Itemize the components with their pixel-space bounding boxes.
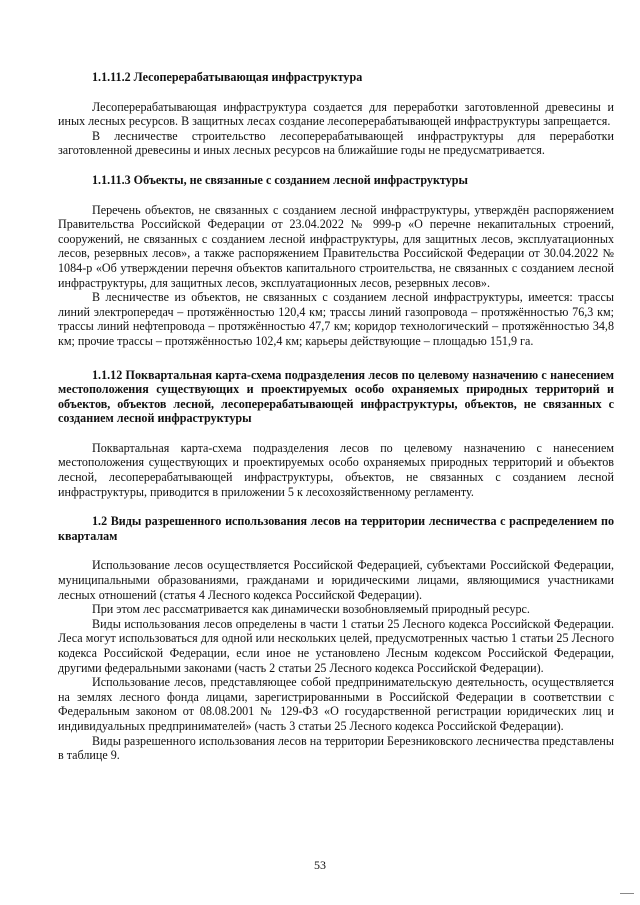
- paragraph: Использование лесов, представляющее собой предпринимательскую деятельность, осуществляется на землях лесного фонда лицами, зарегистрированными в Российской Федерации в соответствии с Федеральным законом от 08.08.2001 № 129-ФЗ «О государственной регистрации юридических лиц и индивидуальных предпринимателей» (часть 3 статьи 25 Лесного кодекса Российской Федерации).: [58, 675, 614, 733]
- paragraph: Виды разрешенного использования лесов на территории Березниковского лесничества представлены в таблице 9.: [58, 733, 614, 763]
- paragraph: Использование лесов осуществляется Российской Федерацией, субъектами Российской Федерации, муниципальными образованиями, гражданами и юридическими лицами, являющимися участниками лесных отношений (статья 4 Лесного кодекса Российской Федерации).: [58, 558, 614, 602]
- paragraph: При этом лес рассматривается как динамически возобновляемый природный ресурс.: [92, 602, 530, 617]
- paragraph: Виды использования лесов определены в части 1 статьи 25 Лесного кодекса Российской Федерации. Леса могут использоваться для одной или нескольких целей, предусмотренных частью 1 статьи 25 Лесного кодекса Российской Федерации, если иное не установлено Лесным кодексом Российской Федерации, другими федеральными законами (часть 2 статьи 25 Лесного кодекса Российской Федерации).: [58, 616, 614, 675]
- section-heading-1-1-11-2: 1.1.11.2 Лесоперерабатывающая инфраструктура: [92, 70, 363, 84]
- section-heading-1-1-12: 1.1.12 Поквартальная карта-схема подразделения лесов по целевому назначению с нанесением местоположения существующих и проектируемых особо охраняемых природных территорий и объектов, объектов лесной, лесоперерабатывающей инфраструктуры, объектов, не связанных с созданием лесной инфраструктуры: [58, 367, 614, 426]
- page-number: 53: [314, 858, 326, 872]
- document-page: [58, 70, 614, 763]
- section-heading-1-2: 1.2 Виды разрешенного использования лесов на территории лесничества с распределением по кварталам: [58, 514, 614, 543]
- paragraph: Перечень объектов, не связанных с созданием лесной инфраструктуры, утверждён распоряжением Правительства Российской Федерации от 23.04.2022 № 999-р «О перечне некапитальных строений, сооружений, не связанных с созданием лесной инфраструктуры, для защитных лесов, эксплуатационных лесов, резервных лесов», а также распоряжением Правительства Российской Федерации от 30.04.2022 № 1084-р «Об утверждении перечня объектов капитального строительства, не связанных с созданием лесной инфраструктуры, для защитных лесов, эксплуатационных лесов, резервных лесов».: [58, 202, 614, 290]
- scan-edge-mark: [620, 893, 634, 894]
- paragraph: Поквартальная карта-схема подразделения лесов по целевому назначению с нанесением местоположения существующих и проектируемых особо охраняемых природных территорий и объектов лесной, лесоперерабатывающей инфраструктуры, объектов, не связанных с созданием лесной инфраструктуры, приводится в приложении 5 к лесохозяйственному регламенту.: [58, 440, 614, 499]
- paragraph: В лесничестве строительство лесоперерабатывающей инфраструктуры для переработки заготовленной древесины и иных лесных ресурсов на ближайшие годы не предусматривается.: [58, 128, 614, 158]
- section-heading-1-1-11-3: 1.1.11.3 Объекты, не связанные с созданием лесной инфраструктуры: [92, 172, 468, 187]
- paragraph: Лесоперерабатывающая инфраструктура создается для переработки заготовленной древесины и иных лесных ресурсов. В защитных лесах создание лесоперерабатывающей инфраструктуры запрещается.: [58, 99, 614, 129]
- paragraph: В лесничестве из объектов, не связанных с созданием лесной инфраструктуры, имеется: трассы линий электропередач – протяжённостью 120,4 км; трассы линий газопровода – протяжённостью 76,3 км; трассы линий нефтепровода – протяжённостью 47,7 км; коридор технологический – протяжённостью 34,8 км; прочие трассы – протяжённостью 102,4 км; карьеры действующие – площадью 151,9 га.: [58, 290, 614, 348]
